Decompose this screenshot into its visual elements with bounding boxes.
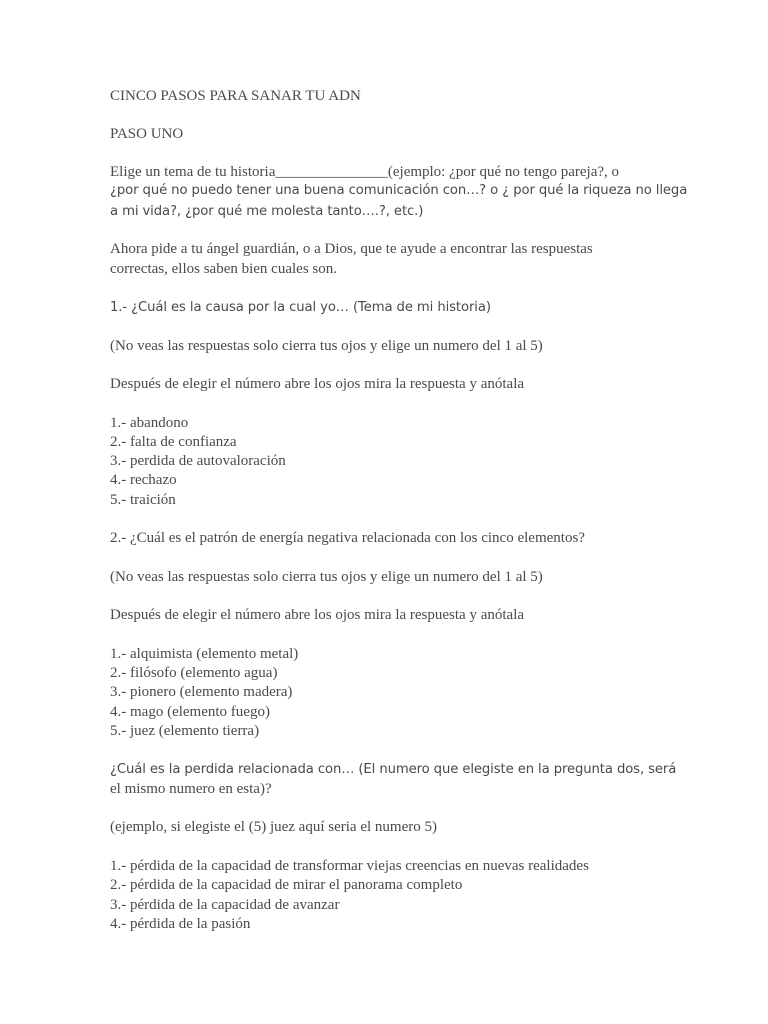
answer-list-item: 5.- traición	[110, 492, 176, 508]
question-2: 2.- ¿Cuál es el patrón de energía negativa relacionada con los cinco elementos?	[110, 530, 585, 546]
intro-line-1: Elige un tema de tu historia_______________(ejemplo: ¿por qué no tengo pareja?, o	[110, 164, 620, 180]
answer-list-item: 2.- falta de confianza	[110, 434, 237, 450]
intro-line-3: a mi vida?, ¿por qué me molesta tanto….?, etc.)	[110, 204, 424, 219]
question-3-line-2: el mismo numero en esta)?	[110, 781, 272, 797]
element-list-item: 2.- filósofo (elemento agua)	[110, 665, 278, 681]
question-3-line-1: ¿Cuál es la perdida relacionada con… (El numero que elegiste en la pregunta dos, será	[110, 762, 677, 777]
answer-list-item: 3.- perdida de autovaloración	[110, 453, 286, 469]
angel-paragraph-line-2: correctas, ellos saben bien cuales son.	[110, 261, 337, 277]
document-title: CINCO PASOS PARA SANAR TU ADN	[110, 88, 361, 104]
loss-list-item: 4.- pérdida de la pasión	[110, 916, 251, 932]
element-list-item: 4.- mago (elemento fuego)	[110, 704, 270, 720]
element-list-item: 5.- juez (elemento tierra)	[110, 723, 260, 739]
loss-list-item: 2.- pérdida de la capacidad de mirar el panorama completo	[110, 877, 463, 893]
instruction-after-choosing-1: Después de elegir el número abre los ojos mira la respuesta y anótala	[110, 376, 525, 392]
instruction-closed-eyes-2: (No veas las respuestas solo cierra tus ojos y elige un numero del 1 al 5)	[110, 569, 543, 585]
loss-list-item: 1.- pérdida de la capacidad de transformar viejas creencias en nuevas realidades	[110, 858, 589, 874]
element-list-item: 1.- alquimista (elemento metal)	[110, 646, 299, 662]
answer-list-item: 1.- abandono	[110, 415, 189, 431]
instruction-closed-eyes-1: (No veas las respuestas solo cierra tus ojos y elige un numero del 1 al 5)	[110, 338, 543, 354]
loss-list-item: 3.- pérdida de la capacidad de avanzar	[110, 897, 340, 913]
example-note: (ejemplo, si elegiste el (5) juez aquí seria el numero 5)	[110, 819, 437, 835]
step-heading: PASO UNO	[110, 126, 184, 142]
answer-list-item: 4.- rechazo	[110, 472, 177, 488]
instruction-after-choosing-2: Después de elegir el número abre los ojos mira la respuesta y anótala	[110, 607, 525, 623]
intro-line-2: ¿por qué no puedo tener una buena comunicación con…? o ¿ por qué la riqueza no llega	[110, 183, 688, 198]
element-list-item: 3.- pionero (elemento madera)	[110, 684, 293, 700]
angel-paragraph-line-1: Ahora pide a tu ángel guardián, o a Dios, que te ayude a encontrar las respuestas	[110, 241, 593, 257]
question-1: 1.- ¿Cuál es la causa por la cual yo… (Tema de mi historia)	[110, 300, 491, 315]
